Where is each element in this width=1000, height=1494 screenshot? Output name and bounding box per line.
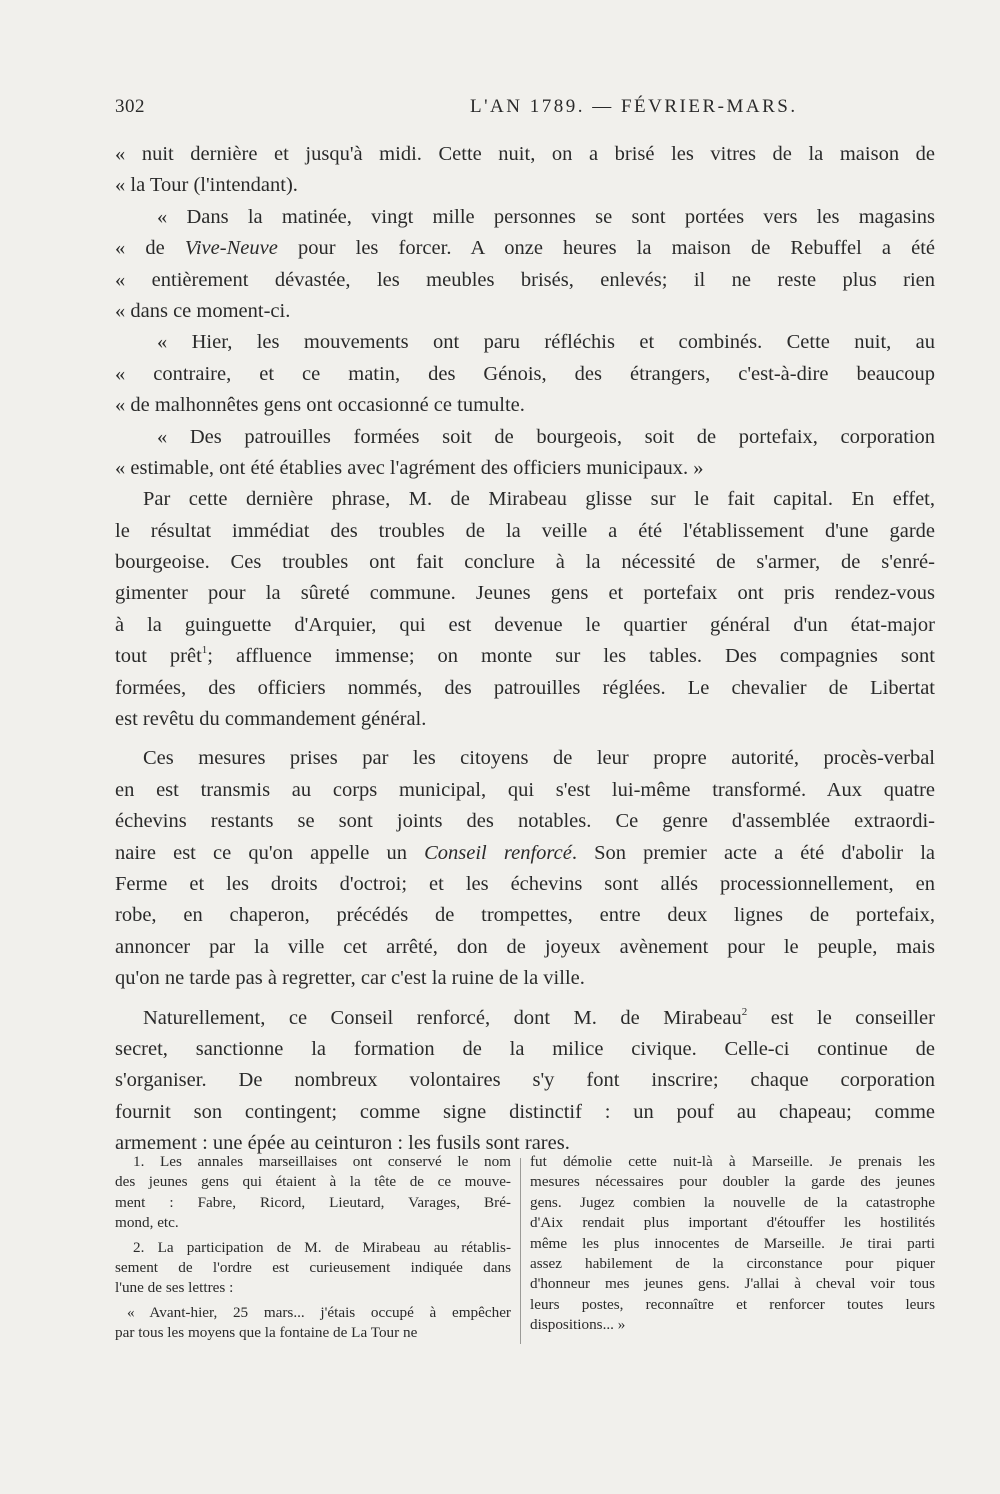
text-line: tout prêt$^1$; affluence immense; on monte sur les tables. Des compagnies sont xyxy=(115,644,935,668)
text-line: « estimable, ont été établies avec l'agrément des officiers municipaux. » xyxy=(115,456,704,479)
footnote-line: même les plus innocentes de Marseille. Je tirai parti xyxy=(530,1234,935,1252)
footnote-line: d'Aix rendait plus important d'étouffer les hostilités xyxy=(530,1214,935,1232)
text-line: « de Vive-Neuve pour les forcer. A onze heures la maison de Rebuffel a été xyxy=(115,237,936,260)
text-line: Ferme et les droits d'octroi; et les échevins sont allés processionnellement, en xyxy=(115,872,935,895)
footnote-line: sement de l'ordre est curieusement indiquée dans xyxy=(115,1258,511,1276)
footnote-line: mesures nécessaires pour doubler la garde des jeunes xyxy=(530,1173,935,1191)
footnote-line: des jeunes gens qui étaient à la tête de ce mouve- xyxy=(115,1173,511,1191)
text-line: « Dans la matinée, vingt mille personnes se sont portées vers les magasins xyxy=(157,205,935,228)
text-line: « Hier, les mouvements ont paru réfléchis et combinés. Cette nuit, au xyxy=(157,331,935,354)
text-line: annoncer par la ville cet arrêté, don de joyeux avènement pour le peuple, mais xyxy=(115,935,935,958)
text-line: Ces mesures prises par les citoyens de leur propre autorité, procès-verbal xyxy=(143,747,935,770)
page-header xyxy=(115,96,935,120)
text-line: « dans ce moment-ci. xyxy=(115,299,291,322)
text-line: « la Tour (l'intendant). xyxy=(115,174,298,197)
text-line: armement : une épée au ceinturon : les fusils sont rares. xyxy=(115,1132,570,1155)
footnote-line: d'honneur mes jeunes gens. J'allai à cheval voir tous xyxy=(530,1275,935,1293)
text-line: échevins restants se sont joints des notables. Ce genre d'assemblée extraordi- xyxy=(115,810,935,833)
footnote-line: 1. Les annales marseillaises ont conservé le nom xyxy=(133,1153,511,1170)
footnote-line: 2. La participation de M. de Mirabeau au rétablis- xyxy=(133,1238,511,1256)
page-number: 302 xyxy=(115,96,145,117)
place-name-italic: Vive-Neuve xyxy=(184,237,278,260)
text-line: en est transmis au corps municipal, qui s'est lui-même transformé. Aux quatre xyxy=(115,778,935,801)
running-title: L'AN 1789. — FÉVRIER-MARS. xyxy=(470,96,798,117)
footnote-ref-2[interactable]: 2 xyxy=(741,1005,748,1018)
footnote-line: leurs postes, reconnaître et renforcer toutes leurs xyxy=(530,1295,935,1313)
column-divider xyxy=(520,1158,521,1344)
text-line: « nuit dernière et jusqu'à midi. Cette nuit, on a brisé les vitres de la maison de xyxy=(115,143,935,165)
footnote-line: par tous les moyens que la fontaine de La Tour ne xyxy=(115,1324,418,1342)
footnote-line: assez habilement de la circonstance pour piquer xyxy=(530,1254,935,1272)
text-line: à la guinguette d'Arquier, qui est devenue le quartier général d'un état-major xyxy=(115,613,935,636)
text-line: Par cette dernière phrase, M. de Mirabeau glisse sur le fait capital. En effet, xyxy=(143,488,935,511)
footnotes xyxy=(115,1152,935,1352)
footnote-line: mond, etc. xyxy=(115,1214,179,1232)
text-line: est revêtu du commandement général. xyxy=(115,708,427,731)
text-line: secret, sanctionne la formation de la milice civique. Celle-ci continue de xyxy=(115,1037,935,1060)
text-line: « contraire, et ce matin, des Génois, des étrangers, c'est-à-dire beaucoup xyxy=(115,362,935,385)
conseil-renforce-italic: Conseil renforcé xyxy=(424,841,572,864)
text-line: fournit son contingent; comme signe distinctif : un pouf au chapeau; comme xyxy=(115,1100,935,1123)
footnote-line: « Avant-hier, 25 mars... j'étais occupé à empêcher xyxy=(127,1303,511,1321)
footnote-line: fut démolie cette nuit-là à Marseille. Je prenais les xyxy=(530,1153,935,1170)
text-line: qu'on ne tarde pas à regretter, car c'est la ruine de la ville. xyxy=(115,967,585,990)
text-line: bourgeoise. Ces troubles ont fait conclure à la nécessité de s'armer, de s'enré- xyxy=(115,551,935,574)
text-line: robe, en chaperon, précédés de trompettes, entre deux lignes de portefaix, xyxy=(115,904,935,927)
text-line: « de malhonnêtes gens ont occasionné ce tumulte. xyxy=(115,394,525,417)
text-line: gimenter pour la sûreté commune. Jeunes gens et portefaix ont pris rendez-vous xyxy=(115,582,935,605)
text-line: le résultat immédiat des troubles de la veille a été l'établissement d'une garde xyxy=(115,519,935,542)
footnote-line: gens. Jugez combien la nouvelle de la catastrophe xyxy=(530,1193,935,1211)
footnote-line: dispositions... » xyxy=(530,1316,626,1334)
body-text xyxy=(115,139,935,1160)
footnote-line: l'une de ses lettres : xyxy=(115,1279,234,1297)
text-line: Naturellement, ce Conseil renforcé, dont M. de Mirabeau$^2$ est le conseiller xyxy=(143,1005,935,1029)
text-line: s'organiser. De nombreux volontaires s'y font inscrire; chaque corporation xyxy=(115,1069,935,1092)
footnotes-right-column xyxy=(530,1152,935,1336)
text-line: formées, des officiers nommés, des patrouilles réglées. Le chevalier de Libertat xyxy=(115,676,935,699)
text-line: « Des patrouilles formées soit de bourgeois, soit de portefaix, corporation xyxy=(157,425,935,448)
footnote-line: ment : Fabre, Ricord, Lieutard, Varages, Bré- xyxy=(115,1193,511,1211)
footnotes-left-column xyxy=(115,1152,511,1344)
footnote-ref-1[interactable]: 1 xyxy=(201,644,208,657)
text-line: naire est ce qu'on appelle un Conseil renforcé. Son premier acte a été d'abolir la xyxy=(115,841,936,864)
text-line: « entièrement dévastée, les meubles brisés, enlevés; il ne reste plus rien xyxy=(115,268,935,291)
